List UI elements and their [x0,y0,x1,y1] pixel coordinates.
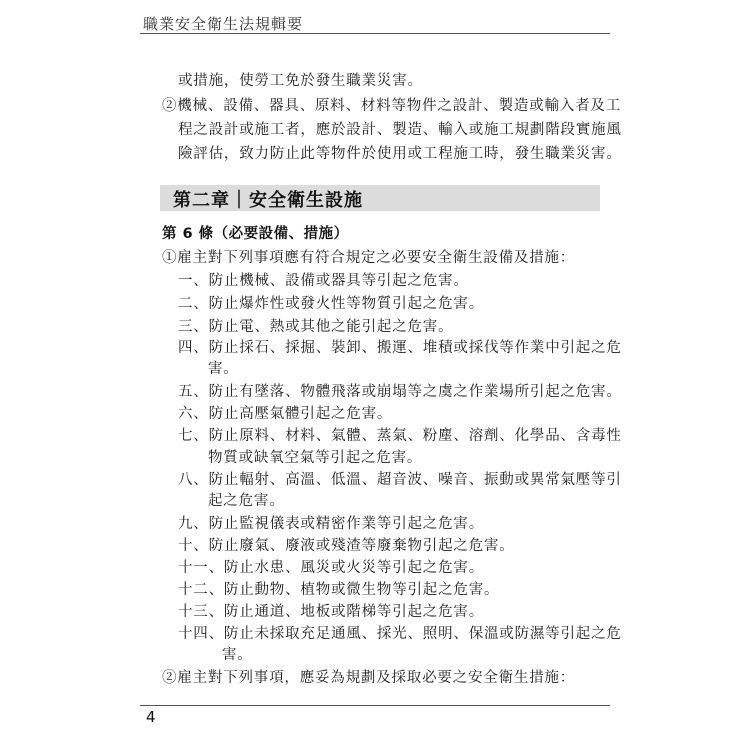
article-line: 五、防止有墜落、物體飛落或崩塌等之虞之作業場所引起之危害。 [178,384,622,400]
article-line: 二、防止爆炸性或發火性等物質引起之危害。 [178,296,484,312]
article-line: 十、防止廢氣、廢液或殘渣等廢棄物引起之危害。 [178,538,515,554]
intro-line: 或措施，使勞工免於發生職業災害。 [178,73,423,89]
article-line: 十一、防止水患、風災或火災等引起之危害。 [178,560,484,576]
header-rule [140,33,610,34]
intro-line: 程之設計或施工者，應於設計、製造、輸入或施工規劃階段實施風 [178,122,622,138]
intro-line: ②機械、設備、器具、原料、材料等物件之設計、製造或輸入者及工 [162,98,621,114]
article-line: 三、防止電、熱或其他之能引起之危害。 [178,319,454,335]
page-number: 4 [146,708,156,726]
article-line: ①雇主對下列事項應有符合規定之必要安全衛生設備及措施： [162,250,576,266]
footer-rule [140,705,610,706]
article-line: 起之危害。 [208,493,285,509]
article-line: 四、防止採石、採掘、裝卸、搬運、堆積或採伐等作業中引起之危 [178,340,622,356]
article-line: 一、防止機械、設備或器具等引起之危害。 [178,273,469,289]
article-line: 六、防止高壓氣體引起之危害。 [178,406,393,422]
article-line: 七、防止原料、材料、氣體、蒸氣、粉塵、溶劑、化學品、含毒性 [178,428,622,444]
article-line: 物質或缺氧空氣等引起之危害。 [208,450,423,466]
article-line: 九、防止監視儀表或精密作業等引起之危害。 [178,516,484,532]
article-line: 十三、防止通道、地板或階梯等引起之危害。 [178,604,484,620]
article-line: 十四、防止未採取充足通風、採光、照明、保溫或防濕等引起之危 [178,626,622,642]
article-line: 害。 [208,361,239,377]
article-line: 害。 [222,647,253,663]
article-title: 第 6 條（必要設備、措施） [162,226,349,242]
article-line: 十二、防止動物、植物或微生物等引起之危害。 [178,582,500,598]
intro-line: 險評估，致力防止此等物件於使用或工程施工時，發生職業災害。 [178,146,622,162]
article-line: 八、防止輻射、高溫、低溫、超音波、噪音、振動或異常氣壓等引 [178,472,622,488]
chapter-title: 第二章｜安全衛生設施 [173,190,363,211]
article-line: ②雇主對下列事項，應妥為規劃及採取必要之安全衛生措施： [162,670,576,686]
running-header: 職業安全衛生法規輯要 [143,15,304,33]
